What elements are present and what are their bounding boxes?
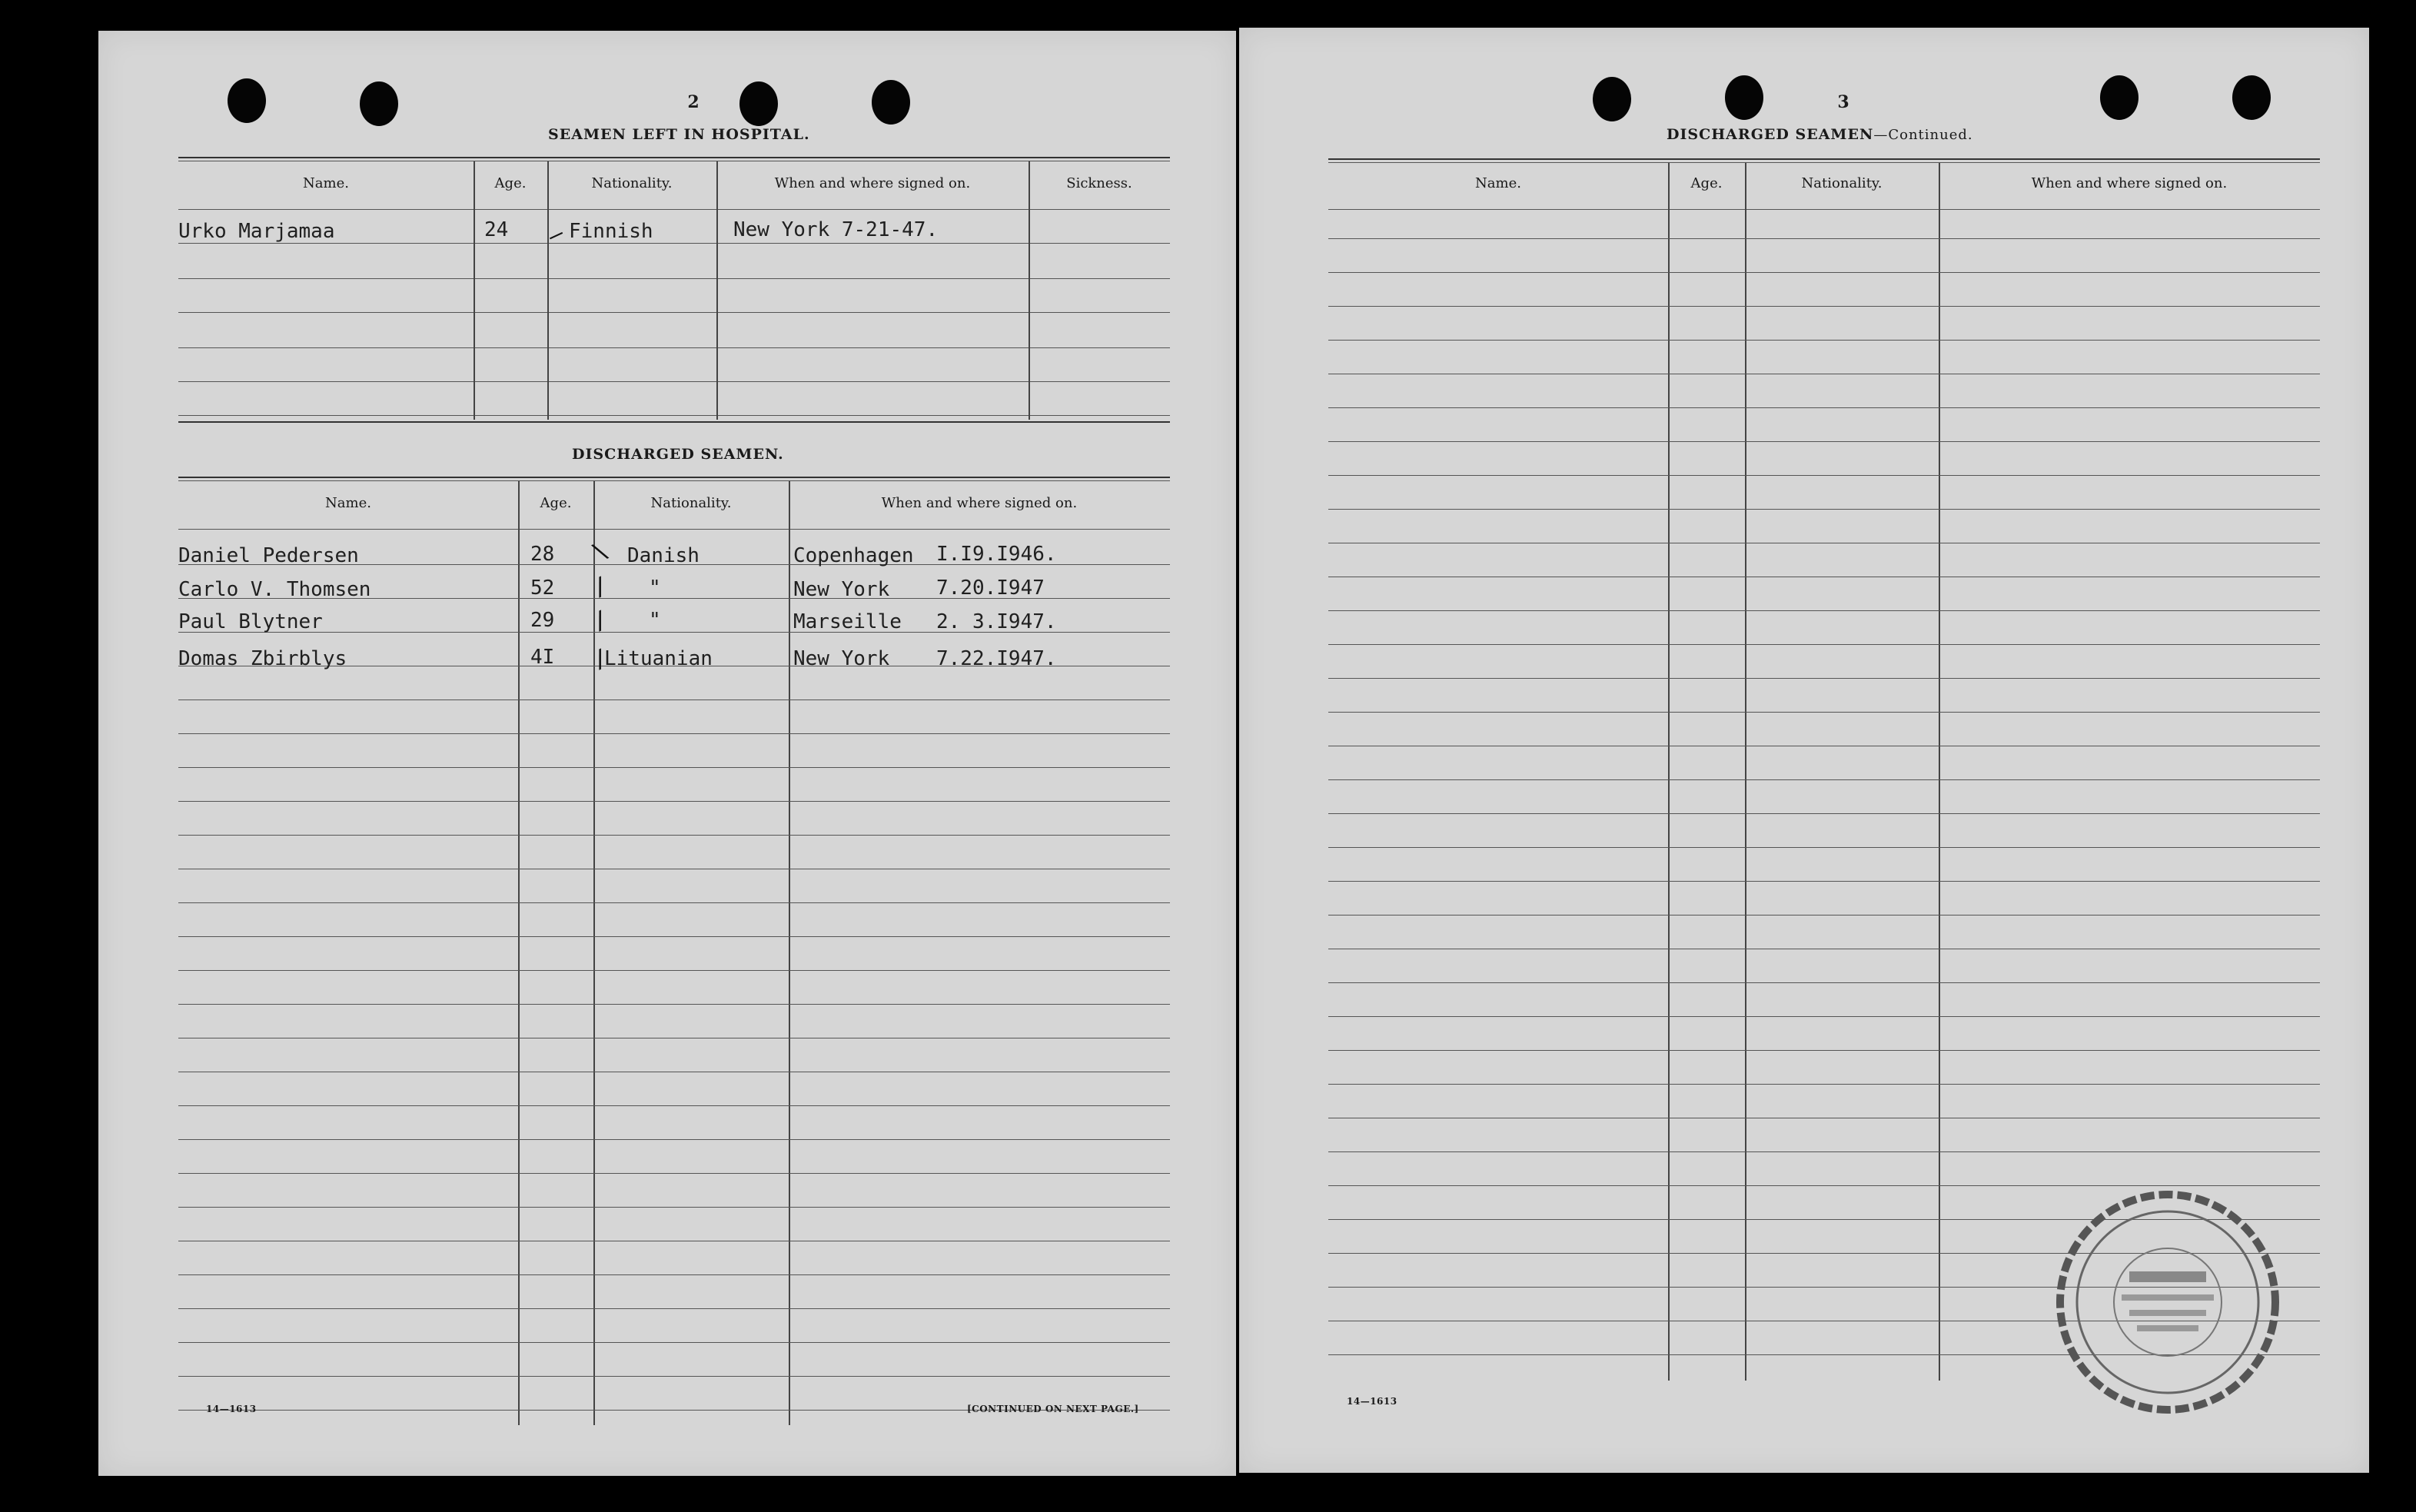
row-rule: [178, 1342, 1170, 1343]
seaman-name: Domas Zbirblys: [178, 647, 347, 670]
row-rule: [178, 243, 1170, 244]
table-top-rule: [1328, 158, 2320, 160]
column-divider: [789, 481, 790, 1425]
punch-hole: [872, 80, 910, 125]
row-rule: [178, 1004, 1170, 1005]
header-nationality: Nationality.: [650, 495, 732, 511]
seaman-nationality: ": [649, 609, 661, 632]
right-page: [1239, 28, 2369, 1473]
row-rule: [178, 970, 1170, 971]
column-divider: [1939, 163, 1940, 1381]
row-rule: [178, 1376, 1170, 1377]
column-divider: [1745, 163, 1746, 1381]
signed-on-date: 2. 3.I947.: [936, 610, 1057, 633]
row-rule: [178, 1207, 1170, 1208]
column-divider: [474, 161, 475, 420]
table-top-rule: [1328, 162, 2320, 163]
header-rule: [178, 529, 1170, 530]
row-rule: [1328, 915, 2320, 916]
column-divider: [1668, 163, 1670, 1381]
row-rule: [1328, 1050, 2320, 1051]
column-divider: [547, 161, 549, 420]
header-nationality: Nationality.: [591, 175, 673, 191]
punch-hole: [228, 78, 266, 123]
row-rule: [1328, 340, 2320, 341]
signed-on-place: Copenhagen: [793, 544, 914, 567]
row-rule: [1328, 475, 2320, 476]
header-signed-on: When and where signed on.: [774, 175, 971, 191]
header-age: Age.: [494, 175, 527, 191]
continued-note: [CONTINUED ON NEXT PAGE.]: [967, 1404, 1139, 1414]
row-rule: [178, 767, 1170, 768]
row-rule: [1328, 407, 2320, 408]
hospital-section-title: SEAMEN LEFT IN HOSPITAL.: [548, 126, 810, 143]
seaman-age: 24: [484, 218, 509, 241]
row-rule: [1328, 847, 2320, 848]
row-rule: [178, 1274, 1170, 1275]
signed-on-date: I.I9.I946.: [936, 543, 1057, 566]
section-title-text: DISCHARGED SEAMEN: [1667, 126, 1874, 143]
header-name: Name.: [1475, 175, 1521, 191]
signed-on-place: New York: [793, 647, 890, 670]
check-mark: \: [588, 536, 613, 567]
row-rule: [178, 902, 1170, 903]
header-rule: [178, 209, 1170, 210]
table-top-rule: [178, 157, 1170, 158]
row-rule: [1328, 881, 2320, 882]
row-rule: [178, 801, 1170, 802]
row-rule: [178, 1139, 1170, 1140]
header-sickness: Sickness.: [1066, 175, 1132, 191]
signed-on-place: Marseille: [793, 610, 902, 633]
seaman-nationality: ": [649, 577, 661, 600]
row-rule: [1328, 982, 2320, 983]
header-age: Age.: [1690, 175, 1723, 191]
seaman-age: 29: [530, 609, 555, 632]
row-rule: [178, 415, 1170, 416]
row-rule: [1328, 1185, 2320, 1186]
row-rule: [178, 312, 1170, 313]
row-rule: [178, 347, 1170, 348]
row-rule: [1328, 238, 2320, 239]
row-rule: [1328, 272, 2320, 273]
check-mark: /: [588, 571, 613, 603]
seaman-nationality: Lituanian: [604, 647, 713, 670]
row-rule: [178, 835, 1170, 836]
row-rule: [1328, 610, 2320, 611]
punch-hole: [2100, 75, 2139, 120]
seaman-age: 28: [530, 543, 555, 566]
row-rule: [178, 278, 1170, 279]
discharged-section-title: DISCHARGED SEAMEN.: [572, 446, 784, 463]
row-rule: [1328, 779, 2320, 780]
continued-section-title: [1667, 126, 1973, 143]
table-top-rule: [178, 477, 1170, 478]
header-name: Name.: [303, 175, 349, 191]
circular-stamp: [2052, 1187, 2283, 1417]
header-signed-on: When and where signed on.: [2031, 175, 2228, 191]
row-rule: [1328, 678, 2320, 679]
seaman-age: 52: [530, 577, 555, 600]
seaman-name: Carlo V. Thomsen: [178, 578, 371, 601]
row-rule: [1328, 441, 2320, 442]
punch-hole: [1725, 75, 1763, 120]
row-rule: [178, 1308, 1170, 1309]
seaman-age: 4I: [530, 646, 555, 669]
row-rule: [1328, 1151, 2320, 1152]
seaman-signed-on: New York 7-21-47.: [733, 218, 939, 241]
row-rule: [1328, 813, 2320, 814]
punch-hole: [739, 81, 778, 126]
row-rule: [1328, 644, 2320, 645]
row-rule: [1328, 712, 2320, 713]
form-number: 14—1613: [206, 1404, 257, 1414]
check-mark: /: [588, 605, 613, 636]
row-rule: [178, 381, 1170, 382]
signed-on-date: 7.22.I947.: [936, 647, 1057, 670]
column-divider: [1029, 161, 1030, 420]
row-rule: [1328, 1084, 2320, 1085]
signed-on-date: 7.20.I947: [936, 577, 1045, 600]
form-number: 14—1613: [1347, 1396, 1397, 1407]
header-signed-on: When and where signed on.: [881, 495, 1078, 511]
punch-hole: [2232, 75, 2271, 120]
header-age: Age.: [540, 495, 572, 511]
left-page: [98, 31, 1236, 1476]
column-divider: [716, 161, 718, 420]
column-divider: [518, 481, 520, 1425]
check-mark: —: [543, 219, 568, 251]
row-rule: [178, 1173, 1170, 1174]
page-number: 2: [687, 92, 700, 112]
signed-on-place: New York: [793, 578, 890, 601]
punch-hole: [1593, 77, 1631, 121]
seaman-name: Paul Blytner: [178, 610, 323, 633]
header-rule: [1328, 209, 2320, 210]
punch-hole: [360, 81, 398, 126]
row-rule: [1328, 306, 2320, 307]
page-number: 3: [1837, 92, 1849, 112]
seaman-name: Daniel Pedersen: [178, 544, 359, 567]
row-rule: [1328, 1016, 2320, 1017]
seaman-name: Urko Marjamaa: [178, 220, 335, 243]
table-top-rule: [178, 480, 1170, 481]
header-nationality: Nationality.: [1801, 175, 1883, 191]
seaman-nationality: Danish: [627, 544, 700, 567]
header-name: Name.: [325, 495, 371, 511]
row-rule: [178, 936, 1170, 937]
check-mark: /: [588, 643, 613, 675]
row-rule: [1328, 509, 2320, 510]
row-rule: [178, 1105, 1170, 1106]
section-title-suffix: —Continued.: [1873, 127, 1973, 143]
row-rule: [178, 733, 1170, 734]
seaman-nationality: Finnish: [569, 220, 653, 243]
table-bottom-rule: [178, 421, 1170, 423]
